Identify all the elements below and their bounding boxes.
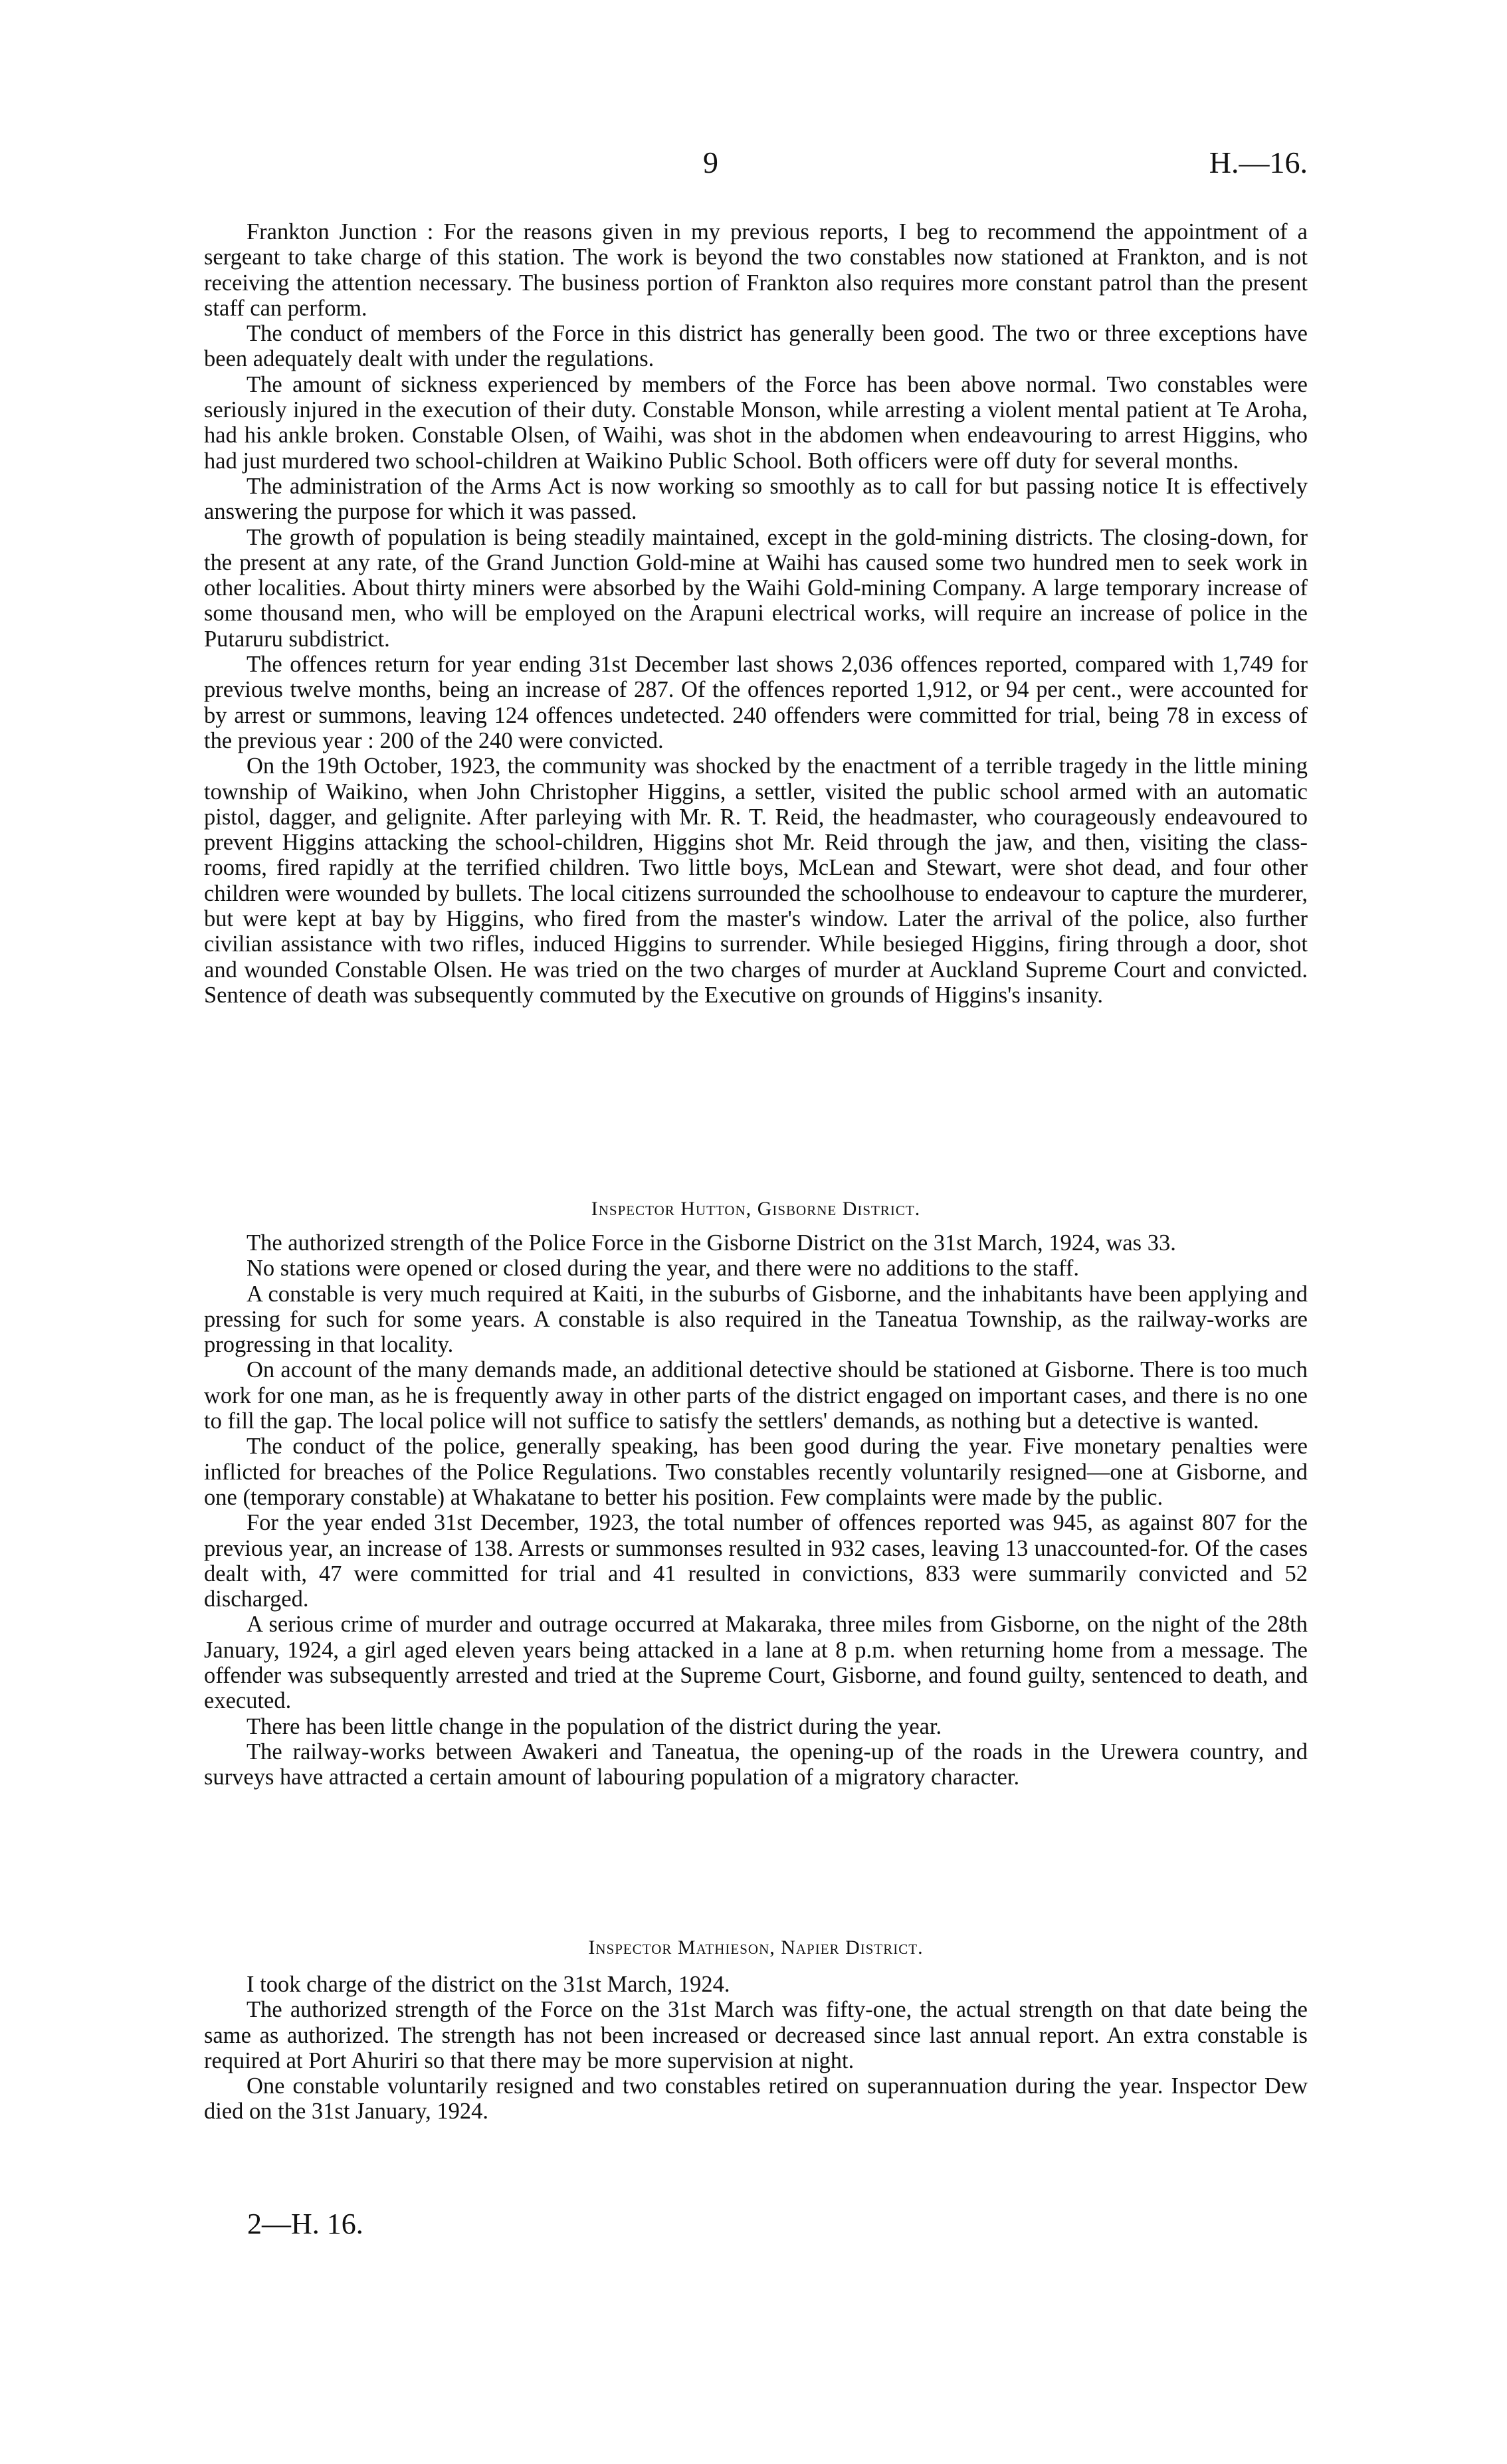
document-reference: H.—16. (1209, 145, 1308, 179)
paragraph: On account of the many demands made, an additional detective should be stationed at Gisborne. There is too much work for one man, as he is frequently away in other parts of the district engaged on important cases, and there is no one to fill the gap. The local police will not suffice to satisfy the settlers' demands, as nothing but a detective is wanted. (204, 1357, 1308, 1434)
paragraph: I took charge of the district on the 31st March, 1924. (247, 1972, 730, 1997)
paragraph: The authorized strength of the Force on the 31st March was fifty-one, the actual strength on that date being the same as authorized. The strength has not been increased or decreased since last annual report. An extra constable is required at Port Ahuriri so that there may be more supervision at night. (204, 1997, 1308, 2073)
paragraph: The offences return for year ending 31st December last shows 2,036 offences reported, compared with 1,749 for previous twelve months, being an increase of 287. Of the offences reported 1,912, or 94 per cent., were accounted for by arrest or summons, leaving 124 offences undetected. 240 offenders were committed for trial, being 78 in excess of the previous year : 200 of the 240 were convicted. (204, 652, 1308, 753)
paragraph: The administration of the Arms Act is now working so smoothly as to call for but passing notice It is effectively answering the purpose for which it was passed. (204, 473, 1308, 525)
paragraph: The growth of population is being steadily maintained, except in the gold-mining districts. The closing-down, for the present at any rate, of the Grand Junction Gold-mine at Waihi has caused some two hundred men to seek work in other localities. About thirty miners were absorbed by the Waihi Gold-mining Company. A large temporary increase of some thousand men, who will be employed on the Arapuni electrical works, will require an increase of police in the Putaruru subdistrict. (204, 524, 1308, 652)
paragraph: No stations were opened or closed during the year, and there were no additions to the staff. (247, 1256, 1080, 1281)
paragraph: The conduct of the police, generally speaking, has been good during the year. Five monetary penalties were inflicted for breaches of the Police Regulations. Two constables recently voluntarily resigned—one at Gisborne, and one (temporary constable) at Whakatane to better his position. Few complaints were made by the public. (204, 1434, 1308, 1510)
section-napier (204, 1972, 1308, 2125)
paragraph: On the 19th October, 1923, the community was shocked by the enactment of a terrible tragedy in the little mining township of Waikino, when John Christopher Higgins, a settler, visited the public school armed with an automatic pistol, dagger, and gelignite. After parleying with Mr. R. T. Reid, the headmaster, who courageously endeavoured to prevent Higgins attacking the school-children, Higgins shot Mr. Reid through the jaw, and then, visiting the class-rooms, fired rapidly at the terrified children. Two little boys, McLean and Stewart, were shot dead, and four other children were wounded by bullets. The local citizens surrounded the schoolhouse to endeavour to capture the murderer, but were kept at bay by Higgins, who fired from the master's window. Later the arrival of the police, also further civilian assistance with two rifles, induced Higgins to surrender. While besieged Higgins, firing through a door, shot and wounded Constable Olsen. He was tried on the two charges of murder at Auckland Supreme Court and convicted. Sentence of death was subsequently commuted by the Executive on grounds of Higgins's insanity. (204, 753, 1308, 1008)
signature-mark: 2—H. 16. (247, 2208, 363, 2240)
section-heading-gisborne: Inspector Hutton, Gisborne District. (591, 1198, 921, 1220)
paragraph: A constable is very much required at Kaiti, in the suburbs of Gisborne, and the inhabitants have been applying and pressing for such for some years. A constable is also required in the Taneatua Township, as the railway-works are progressing in that locality. (204, 1281, 1308, 1358)
paragraph: There has been little change in the population of the district during the year. (247, 1713, 942, 1739)
paragraph: For the year ended 31st December, 1923, the total number of offences reported was 945, as against 807 for the previous year, an increase of 138. Arrests or summonses resulted in 932 cases, leaving 13 unaccounted-for. Of the cases dealt with, 47 were committed for trial and 41 resulted in convictions, 833 were summarily convicted and 52 discharged. (204, 1510, 1308, 1612)
section-gisborne (204, 1230, 1308, 1790)
paragraph: Frankton Junction : For the reasons given in my previous reports, I beg to recommend the appointment of a sergeant to take charge of this station. The work is beyond the two constables now stationed at Frankton, and is not receiving the attention necessary. The business portion of Frankton also requires more constant patrol than the present staff can perform. (204, 219, 1308, 321)
paragraph: The authorized strength of the Police Force in the Gisborne District on the 31st March, 1924, was 33. (247, 1230, 1176, 1256)
paragraph: The railway-works between Awakeri and Taneatua, the opening-up of the roads in the Urewera country, and surveys have attracted a certain amount of labouring population of a migratory character. (204, 1739, 1308, 1790)
paragraph: The conduct of members of the Force in this district has generally been good. The two or three exceptions have been adequately dealt with under the regulations. (204, 321, 1308, 372)
page-number: 9 (703, 145, 718, 179)
paragraph: One constable voluntarily resigned and two constables retired on superannuation during the year. Inspector Dew died on the 31st January, 1924. (204, 2073, 1308, 2125)
section-auckland (204, 219, 1308, 1008)
paragraph: The amount of sickness experienced by members of the Force has been above normal. Two constables were seriously injured in the execution of their duty. Constable Monson, while arresting a violent mental patient at Te Aroha, had his ankle broken. Constable Olsen, of Waihi, was shot in the abdomen when endeavouring to arrest Higgins, who had just murdered two school-children at Waikino Public School. Both officers were off duty for several months. (204, 371, 1308, 474)
paragraph: A serious crime of murder and outrage occurred at Makaraka, three miles from Gisborne, on the night of the 28th January, 1924, a girl aged eleven years being attacked in a lane at 8 p.m. when returning home from a message. The offender was subsequently arrested and tried at the Supreme Court, Gisborne, and found guilty, sentenced to death, and executed. (204, 1612, 1308, 1714)
section-heading-napier: Inspector Mathieson, Napier District. (588, 1937, 924, 1958)
